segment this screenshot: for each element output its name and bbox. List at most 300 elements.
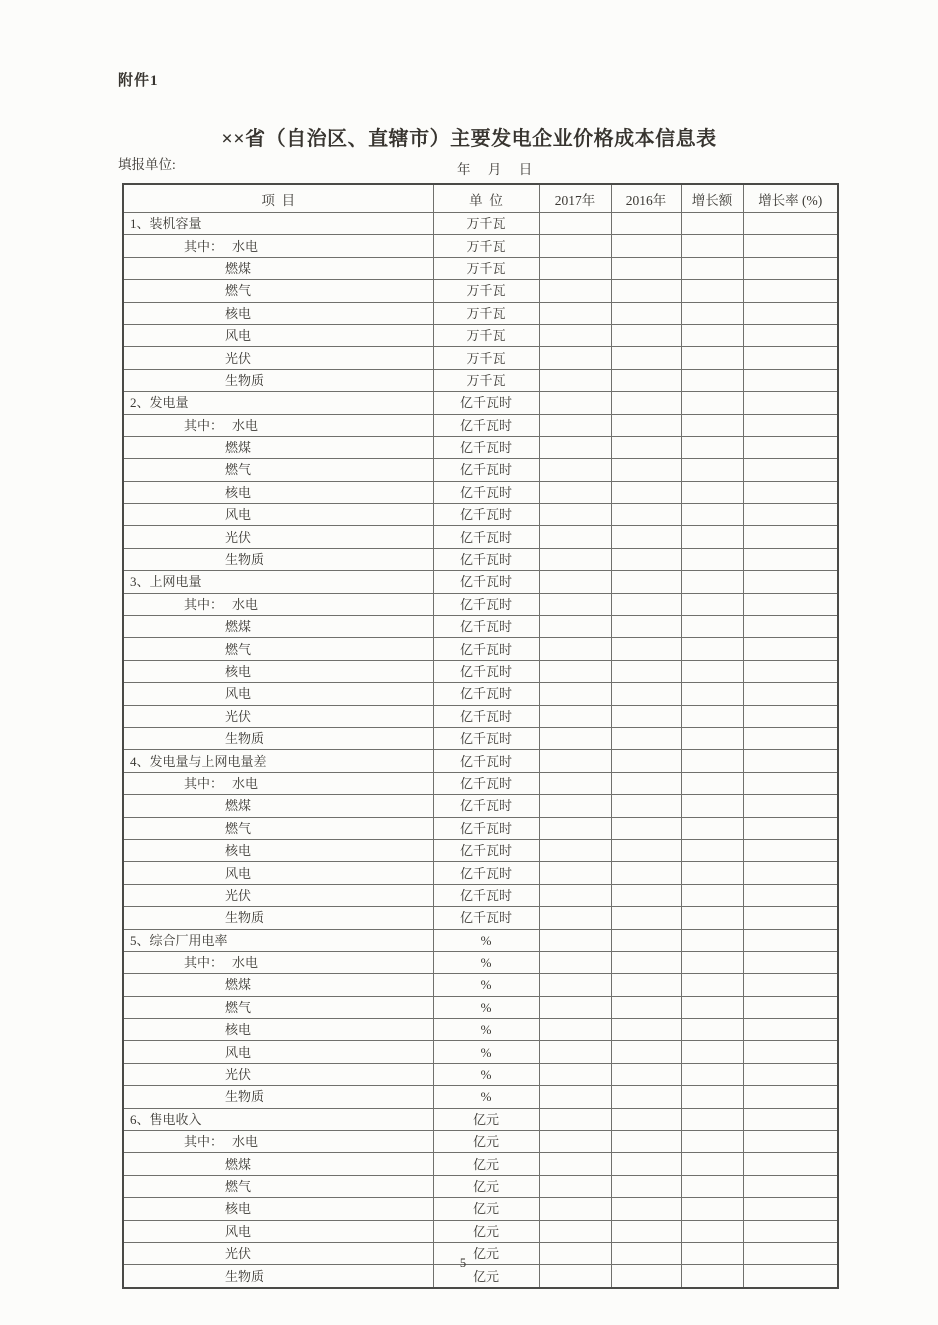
value-cell-growth-rate bbox=[743, 347, 838, 369]
value-cell-growth-amount bbox=[681, 839, 743, 861]
item-cell bbox=[123, 481, 433, 503]
value-cell-2017 bbox=[539, 1242, 611, 1264]
value-cell-2016 bbox=[611, 302, 681, 324]
row-label: 光伏 bbox=[225, 1246, 252, 1262]
table-row bbox=[123, 504, 838, 526]
row-label: 1、装机容量 bbox=[130, 216, 202, 232]
value-cell-2016 bbox=[611, 347, 681, 369]
item-cell bbox=[123, 839, 433, 861]
value-cell-growth-rate bbox=[743, 772, 838, 794]
value-cell-2017 bbox=[539, 280, 611, 302]
row-label: 燃煤 bbox=[225, 798, 252, 814]
value-cell-growth-amount bbox=[681, 1086, 743, 1108]
value-cell-growth-amount bbox=[681, 638, 743, 660]
row-label: 风电 bbox=[225, 1044, 252, 1060]
row-prefix: 其中： bbox=[184, 417, 224, 433]
unit-cell: 亿千瓦时 bbox=[433, 526, 539, 548]
value-cell-growth-rate bbox=[743, 302, 838, 324]
row-label: 燃煤 bbox=[225, 977, 252, 993]
unit-cell: 亿千瓦时 bbox=[433, 907, 539, 929]
table-row bbox=[123, 1242, 838, 1264]
item-cell bbox=[123, 772, 433, 794]
value-cell-growth-amount bbox=[681, 324, 743, 346]
table-row bbox=[123, 369, 838, 391]
item-cell bbox=[123, 951, 433, 973]
value-cell-2017 bbox=[539, 1041, 611, 1063]
value-cell-growth-rate bbox=[743, 1175, 838, 1197]
row-label: 5、综合厂用电率 bbox=[130, 932, 228, 948]
value-cell-growth-rate bbox=[743, 795, 838, 817]
table-row bbox=[123, 571, 838, 593]
value-cell-2016 bbox=[611, 324, 681, 346]
value-cell-growth-amount bbox=[681, 593, 743, 615]
item-cell bbox=[123, 504, 433, 526]
value-cell-growth-amount bbox=[681, 280, 743, 302]
value-cell-2016 bbox=[611, 795, 681, 817]
value-cell-growth-rate bbox=[743, 548, 838, 570]
item-cell bbox=[123, 593, 433, 615]
row-label: 风电 bbox=[225, 1223, 252, 1239]
row-label: 燃气 bbox=[225, 999, 252, 1015]
value-cell-2016 bbox=[611, 660, 681, 682]
value-cell-2016 bbox=[611, 571, 681, 593]
table-row bbox=[123, 213, 838, 235]
value-cell-2017 bbox=[539, 302, 611, 324]
row-label: 燃煤 bbox=[225, 440, 252, 456]
row-label: 水电 bbox=[232, 417, 259, 433]
value-cell-growth-rate bbox=[743, 1198, 838, 1220]
value-cell-2016 bbox=[611, 414, 681, 436]
row-label: 风电 bbox=[225, 686, 252, 702]
value-cell-growth-rate bbox=[743, 951, 838, 973]
unit-cell: 亿千瓦时 bbox=[433, 683, 539, 705]
value-cell-growth-amount bbox=[681, 1108, 743, 1130]
value-cell-growth-amount bbox=[681, 392, 743, 414]
item-cell bbox=[123, 436, 433, 458]
unit-cell: 万千瓦 bbox=[433, 257, 539, 279]
row-prefix: 其中： bbox=[184, 775, 224, 791]
value-cell-growth-rate bbox=[743, 1265, 838, 1288]
unit-cell: 亿元 bbox=[433, 1220, 539, 1242]
item-cell bbox=[123, 257, 433, 279]
unit-cell: 万千瓦 bbox=[433, 280, 539, 302]
value-cell-growth-amount bbox=[681, 235, 743, 257]
value-cell-growth-rate bbox=[743, 526, 838, 548]
row-label: 水电 bbox=[232, 596, 259, 612]
row-label: 风电 bbox=[225, 507, 252, 523]
row-prefix: 其中： bbox=[184, 1134, 224, 1150]
value-cell-2017 bbox=[539, 1108, 611, 1130]
row-label: 生物质 bbox=[225, 910, 265, 926]
table-row bbox=[123, 929, 838, 951]
unit-cell: 亿千瓦时 bbox=[433, 571, 539, 593]
value-cell-growth-rate bbox=[743, 504, 838, 526]
value-cell-growth-amount bbox=[681, 1220, 743, 1242]
item-cell bbox=[123, 727, 433, 749]
value-cell-growth-amount bbox=[681, 1265, 743, 1288]
row-label: 生物质 bbox=[225, 1268, 265, 1284]
value-cell-growth-rate bbox=[743, 638, 838, 660]
item-cell bbox=[123, 660, 433, 682]
value-cell-growth-amount bbox=[681, 504, 743, 526]
header-growth-rate: 增长率 (%) bbox=[743, 184, 838, 213]
value-cell-2016 bbox=[611, 213, 681, 235]
value-cell-growth-amount bbox=[681, 705, 743, 727]
value-cell-growth-amount bbox=[681, 772, 743, 794]
value-cell-2017 bbox=[539, 884, 611, 906]
row-label: 光伏 bbox=[225, 708, 252, 724]
value-cell-2017 bbox=[539, 974, 611, 996]
table-row bbox=[123, 257, 838, 279]
table-row bbox=[123, 1175, 838, 1197]
page-title: ××省（自治区、直辖市）主要发电企业价格成本信息表 bbox=[221, 128, 717, 150]
table-row bbox=[123, 1220, 838, 1242]
row-label: 生物质 bbox=[225, 731, 265, 747]
value-cell-2017 bbox=[539, 369, 611, 391]
unit-cell: % bbox=[433, 1063, 539, 1085]
item-cell bbox=[123, 347, 433, 369]
row-prefix: 其中： bbox=[184, 955, 224, 971]
value-cell-growth-amount bbox=[681, 414, 743, 436]
value-cell-growth-amount bbox=[681, 459, 743, 481]
value-cell-growth-rate bbox=[743, 369, 838, 391]
table-row bbox=[123, 1086, 838, 1108]
unit-cell: % bbox=[433, 974, 539, 996]
value-cell-growth-amount bbox=[681, 548, 743, 570]
unit-cell: 万千瓦 bbox=[433, 369, 539, 391]
value-cell-growth-rate bbox=[743, 839, 838, 861]
value-cell-growth-amount bbox=[681, 795, 743, 817]
value-cell-growth-rate bbox=[743, 750, 838, 772]
value-cell-2017 bbox=[539, 638, 611, 660]
value-cell-2017 bbox=[539, 1063, 611, 1085]
value-cell-2016 bbox=[611, 817, 681, 839]
item-cell bbox=[123, 795, 433, 817]
value-cell-2016 bbox=[611, 1220, 681, 1242]
value-cell-growth-rate bbox=[743, 727, 838, 749]
value-cell-2016 bbox=[611, 504, 681, 526]
item-cell bbox=[123, 1041, 433, 1063]
table-row bbox=[123, 996, 838, 1018]
unit-cell: 亿千瓦时 bbox=[433, 862, 539, 884]
value-cell-growth-amount bbox=[681, 526, 743, 548]
value-cell-2016 bbox=[611, 1108, 681, 1130]
value-cell-2016 bbox=[611, 436, 681, 458]
value-cell-growth-rate bbox=[743, 884, 838, 906]
item-cell bbox=[123, 750, 433, 772]
value-cell-growth-amount bbox=[681, 884, 743, 906]
value-cell-2016 bbox=[611, 1019, 681, 1041]
row-label: 光伏 bbox=[225, 1067, 252, 1083]
table-row bbox=[123, 1131, 838, 1153]
unit-cell: 亿千瓦时 bbox=[433, 884, 539, 906]
value-cell-2017 bbox=[539, 436, 611, 458]
item-cell bbox=[123, 369, 433, 391]
unit-cell: % bbox=[433, 951, 539, 973]
table-row bbox=[123, 817, 838, 839]
unit-cell: 万千瓦 bbox=[433, 213, 539, 235]
row-label: 3、上网电量 bbox=[130, 574, 202, 590]
unit-cell: 亿元 bbox=[433, 1198, 539, 1220]
unit-cell: % bbox=[433, 1041, 539, 1063]
value-cell-growth-amount bbox=[681, 1131, 743, 1153]
row-prefix: 其中： bbox=[184, 238, 224, 254]
table-row bbox=[123, 616, 838, 638]
date-line: 年 月 日 bbox=[457, 162, 533, 177]
value-cell-growth-rate bbox=[743, 213, 838, 235]
value-cell-2017 bbox=[539, 347, 611, 369]
value-cell-growth-rate bbox=[743, 862, 838, 884]
unit-cell: 亿千瓦时 bbox=[433, 481, 539, 503]
value-cell-growth-amount bbox=[681, 369, 743, 391]
item-cell bbox=[123, 907, 433, 929]
table-row bbox=[123, 839, 838, 861]
value-cell-2017 bbox=[539, 1086, 611, 1108]
table-row bbox=[123, 593, 838, 615]
reporting-unit-label: 填报单位: bbox=[118, 157, 176, 172]
row-prefix: 其中： bbox=[184, 596, 224, 612]
row-label: 核电 bbox=[225, 305, 252, 321]
unit-cell: % bbox=[433, 1086, 539, 1108]
unit-cell: 亿元 bbox=[433, 1108, 539, 1130]
value-cell-2017 bbox=[539, 795, 611, 817]
row-label: 燃气 bbox=[225, 1178, 252, 1194]
value-cell-growth-amount bbox=[681, 929, 743, 951]
row-label: 光伏 bbox=[225, 529, 252, 545]
value-cell-2017 bbox=[539, 772, 611, 794]
item-cell bbox=[123, 1242, 433, 1264]
row-label: 燃煤 bbox=[225, 619, 252, 635]
table-row bbox=[123, 1265, 838, 1288]
row-label: 6、售电收入 bbox=[130, 1111, 202, 1127]
row-label: 光伏 bbox=[225, 350, 252, 366]
value-cell-growth-rate bbox=[743, 324, 838, 346]
item-cell bbox=[123, 1198, 433, 1220]
value-cell-2016 bbox=[611, 884, 681, 906]
item-cell bbox=[123, 974, 433, 996]
value-cell-2016 bbox=[611, 996, 681, 1018]
value-cell-growth-amount bbox=[681, 907, 743, 929]
value-cell-2017 bbox=[539, 593, 611, 615]
unit-cell: 亿千瓦时 bbox=[433, 414, 539, 436]
item-cell bbox=[123, 1175, 433, 1197]
value-cell-2016 bbox=[611, 369, 681, 391]
value-cell-2016 bbox=[611, 1198, 681, 1220]
table-row bbox=[123, 727, 838, 749]
value-cell-2016 bbox=[611, 727, 681, 749]
item-cell bbox=[123, 1153, 433, 1175]
value-cell-2016 bbox=[611, 929, 681, 951]
value-cell-2017 bbox=[539, 1019, 611, 1041]
value-cell-2016 bbox=[611, 1131, 681, 1153]
item-cell bbox=[123, 1019, 433, 1041]
unit-cell: 亿千瓦时 bbox=[433, 392, 539, 414]
row-label: 燃气 bbox=[225, 462, 252, 478]
header-unit: 单 位 bbox=[433, 184, 539, 213]
value-cell-growth-amount bbox=[681, 1175, 743, 1197]
value-cell-growth-amount bbox=[681, 481, 743, 503]
value-cell-growth-rate bbox=[743, 616, 838, 638]
unit-cell: % bbox=[433, 996, 539, 1018]
table-row bbox=[123, 1063, 838, 1085]
table-row bbox=[123, 347, 838, 369]
value-cell-2017 bbox=[539, 929, 611, 951]
table-row bbox=[123, 884, 838, 906]
unit-cell: 亿千瓦时 bbox=[433, 436, 539, 458]
header-growth-amount: 增长额 bbox=[681, 184, 743, 213]
value-cell-growth-amount bbox=[681, 1153, 743, 1175]
item-cell bbox=[123, 526, 433, 548]
value-cell-2017 bbox=[539, 817, 611, 839]
value-cell-growth-rate bbox=[743, 593, 838, 615]
row-label: 水电 bbox=[232, 775, 259, 791]
value-cell-2017 bbox=[539, 392, 611, 414]
value-cell-growth-rate bbox=[743, 929, 838, 951]
value-cell-2016 bbox=[611, 750, 681, 772]
row-label: 风电 bbox=[225, 328, 252, 344]
unit-cell: 亿千瓦时 bbox=[433, 459, 539, 481]
value-cell-2016 bbox=[611, 593, 681, 615]
value-cell-2017 bbox=[539, 839, 611, 861]
value-cell-growth-amount bbox=[681, 616, 743, 638]
unit-cell: 亿千瓦时 bbox=[433, 750, 539, 772]
value-cell-growth-rate bbox=[743, 481, 838, 503]
table-row bbox=[123, 1198, 838, 1220]
value-cell-growth-amount bbox=[681, 1242, 743, 1264]
row-label: 水电 bbox=[232, 238, 259, 254]
value-cell-growth-rate bbox=[743, 1041, 838, 1063]
value-cell-2016 bbox=[611, 1041, 681, 1063]
value-cell-growth-amount bbox=[681, 951, 743, 973]
value-cell-growth-rate bbox=[743, 1242, 838, 1264]
table-row bbox=[123, 392, 838, 414]
item-cell bbox=[123, 213, 433, 235]
unit-cell: 亿元 bbox=[433, 1265, 539, 1288]
value-cell-growth-amount bbox=[681, 436, 743, 458]
item-cell bbox=[123, 414, 433, 436]
table-body bbox=[123, 213, 838, 1288]
table-row bbox=[123, 705, 838, 727]
value-cell-2016 bbox=[611, 526, 681, 548]
table-row bbox=[123, 795, 838, 817]
value-cell-growth-rate bbox=[743, 1063, 838, 1085]
item-cell bbox=[123, 705, 433, 727]
value-cell-2017 bbox=[539, 526, 611, 548]
row-label: 核电 bbox=[225, 843, 252, 859]
table-row bbox=[123, 1153, 838, 1175]
unit-cell: 亿千瓦时 bbox=[433, 660, 539, 682]
table-row bbox=[123, 1019, 838, 1041]
value-cell-2017 bbox=[539, 504, 611, 526]
value-cell-growth-amount bbox=[681, 1041, 743, 1063]
value-cell-2016 bbox=[611, 1063, 681, 1085]
value-cell-growth-rate bbox=[743, 414, 838, 436]
item-cell bbox=[123, 929, 433, 951]
value-cell-growth-amount bbox=[681, 1063, 743, 1085]
unit-cell: 万千瓦 bbox=[433, 347, 539, 369]
value-cell-2017 bbox=[539, 1131, 611, 1153]
unit-cell: 亿千瓦时 bbox=[433, 727, 539, 749]
value-cell-2017 bbox=[539, 235, 611, 257]
table-row bbox=[123, 436, 838, 458]
value-cell-2017 bbox=[539, 616, 611, 638]
item-cell bbox=[123, 996, 433, 1018]
value-cell-2016 bbox=[611, 839, 681, 861]
unit-cell: 万千瓦 bbox=[433, 235, 539, 257]
value-cell-2017 bbox=[539, 1198, 611, 1220]
value-cell-growth-amount bbox=[681, 750, 743, 772]
item-cell bbox=[123, 817, 433, 839]
value-cell-2017 bbox=[539, 1153, 611, 1175]
item-cell bbox=[123, 302, 433, 324]
value-cell-2016 bbox=[611, 974, 681, 996]
table-row bbox=[123, 459, 838, 481]
row-label: 4、发电量与上网电量差 bbox=[130, 753, 267, 769]
value-cell-growth-amount bbox=[681, 862, 743, 884]
table-row bbox=[123, 1108, 838, 1130]
value-cell-2017 bbox=[539, 1265, 611, 1288]
item-cell bbox=[123, 280, 433, 302]
value-cell-growth-rate bbox=[743, 705, 838, 727]
row-label: 核电 bbox=[225, 664, 252, 679]
value-cell-2016 bbox=[611, 1153, 681, 1175]
row-label: 风电 bbox=[225, 865, 252, 881]
unit-cell: 万千瓦 bbox=[433, 324, 539, 346]
row-label: 燃煤 bbox=[225, 1156, 252, 1172]
value-cell-growth-amount bbox=[681, 817, 743, 839]
value-cell-2017 bbox=[539, 257, 611, 279]
value-cell-2017 bbox=[539, 1175, 611, 1197]
row-label: 水电 bbox=[232, 1134, 259, 1150]
item-cell bbox=[123, 862, 433, 884]
item-cell bbox=[123, 571, 433, 593]
value-cell-2016 bbox=[611, 481, 681, 503]
row-label: 生物质 bbox=[225, 1089, 265, 1105]
value-cell-growth-rate bbox=[743, 974, 838, 996]
value-cell-2016 bbox=[611, 907, 681, 929]
value-cell-2017 bbox=[539, 459, 611, 481]
table-row bbox=[123, 302, 838, 324]
unit-cell: 亿元 bbox=[433, 1131, 539, 1153]
table-row bbox=[123, 548, 838, 570]
row-label: 燃气 bbox=[225, 820, 252, 836]
item-cell bbox=[123, 683, 433, 705]
unit-cell: 亿元 bbox=[433, 1175, 539, 1197]
value-cell-2016 bbox=[611, 638, 681, 660]
value-cell-2017 bbox=[539, 660, 611, 682]
value-cell-growth-rate bbox=[743, 660, 838, 682]
value-cell-growth-rate bbox=[743, 571, 838, 593]
value-cell-2017 bbox=[539, 683, 611, 705]
value-cell-2016 bbox=[611, 705, 681, 727]
value-cell-2016 bbox=[611, 548, 681, 570]
item-cell bbox=[123, 1086, 433, 1108]
value-cell-2017 bbox=[539, 727, 611, 749]
value-cell-growth-rate bbox=[743, 257, 838, 279]
row-label: 燃煤 bbox=[225, 260, 252, 276]
unit-cell: 亿千瓦时 bbox=[433, 593, 539, 615]
item-cell bbox=[123, 1265, 433, 1288]
value-cell-growth-amount bbox=[681, 213, 743, 235]
value-cell-2016 bbox=[611, 1175, 681, 1197]
item-cell bbox=[123, 324, 433, 346]
value-cell-2016 bbox=[611, 235, 681, 257]
unit-cell: 亿千瓦时 bbox=[433, 817, 539, 839]
value-cell-growth-amount bbox=[681, 347, 743, 369]
value-cell-2016 bbox=[611, 1242, 681, 1264]
value-cell-growth-rate bbox=[743, 1131, 838, 1153]
value-cell-growth-rate bbox=[743, 235, 838, 257]
